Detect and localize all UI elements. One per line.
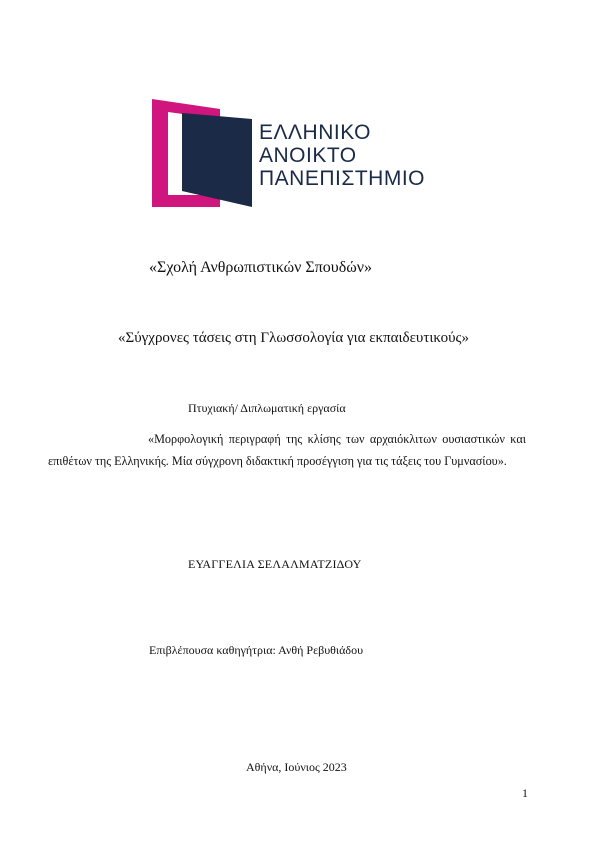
logo-line-2: ΑΝΟΙΚΤΟ [259,144,357,167]
logo-line-3: ΠΑΝΕΠΙΣΤΗΜΙΟ [259,167,425,190]
supervisor: Επιβλέπουσα καθηγήτρια: Ανθή Ρεβυθιάδου [149,643,364,657]
school-name: «Σχολή Ανθρωπιστικών Σπουδών» [149,259,372,276]
thesis-title-block [48,428,526,472]
logo-wordmark [259,121,425,190]
logo-line-1: ΕΛΛΗΝΙΚΟ [259,121,371,144]
thesis-type: Πτυχιακή/ Διπλωματική εργασία [188,401,346,415]
thesis-title: «Μορφολογική περιγραφή της κλίσης των αρχαιόκλιτων ουσιαστικών και επιθέτων της Ελληνικής. Μία σύγχρονη διδακτική προσέγγιση για τις τάξεις του Γυμνασίου». [48,432,526,468]
page-number: 1 [522,786,528,800]
place-date: Αθήνα, Ιούνιος 2023 [246,760,347,774]
university-logo [152,99,442,207]
course-title: «Σύγχρονες τάσεις στη Γλωσσολογία για εκπαιδευτικούς» [118,330,469,346]
author-name: ΕΥΑΓΓΕΛΙΑ ΣΕΛΑΛΜΑΤΖΙΔΟΥ [188,557,362,571]
logo-mark-icon [152,99,257,207]
